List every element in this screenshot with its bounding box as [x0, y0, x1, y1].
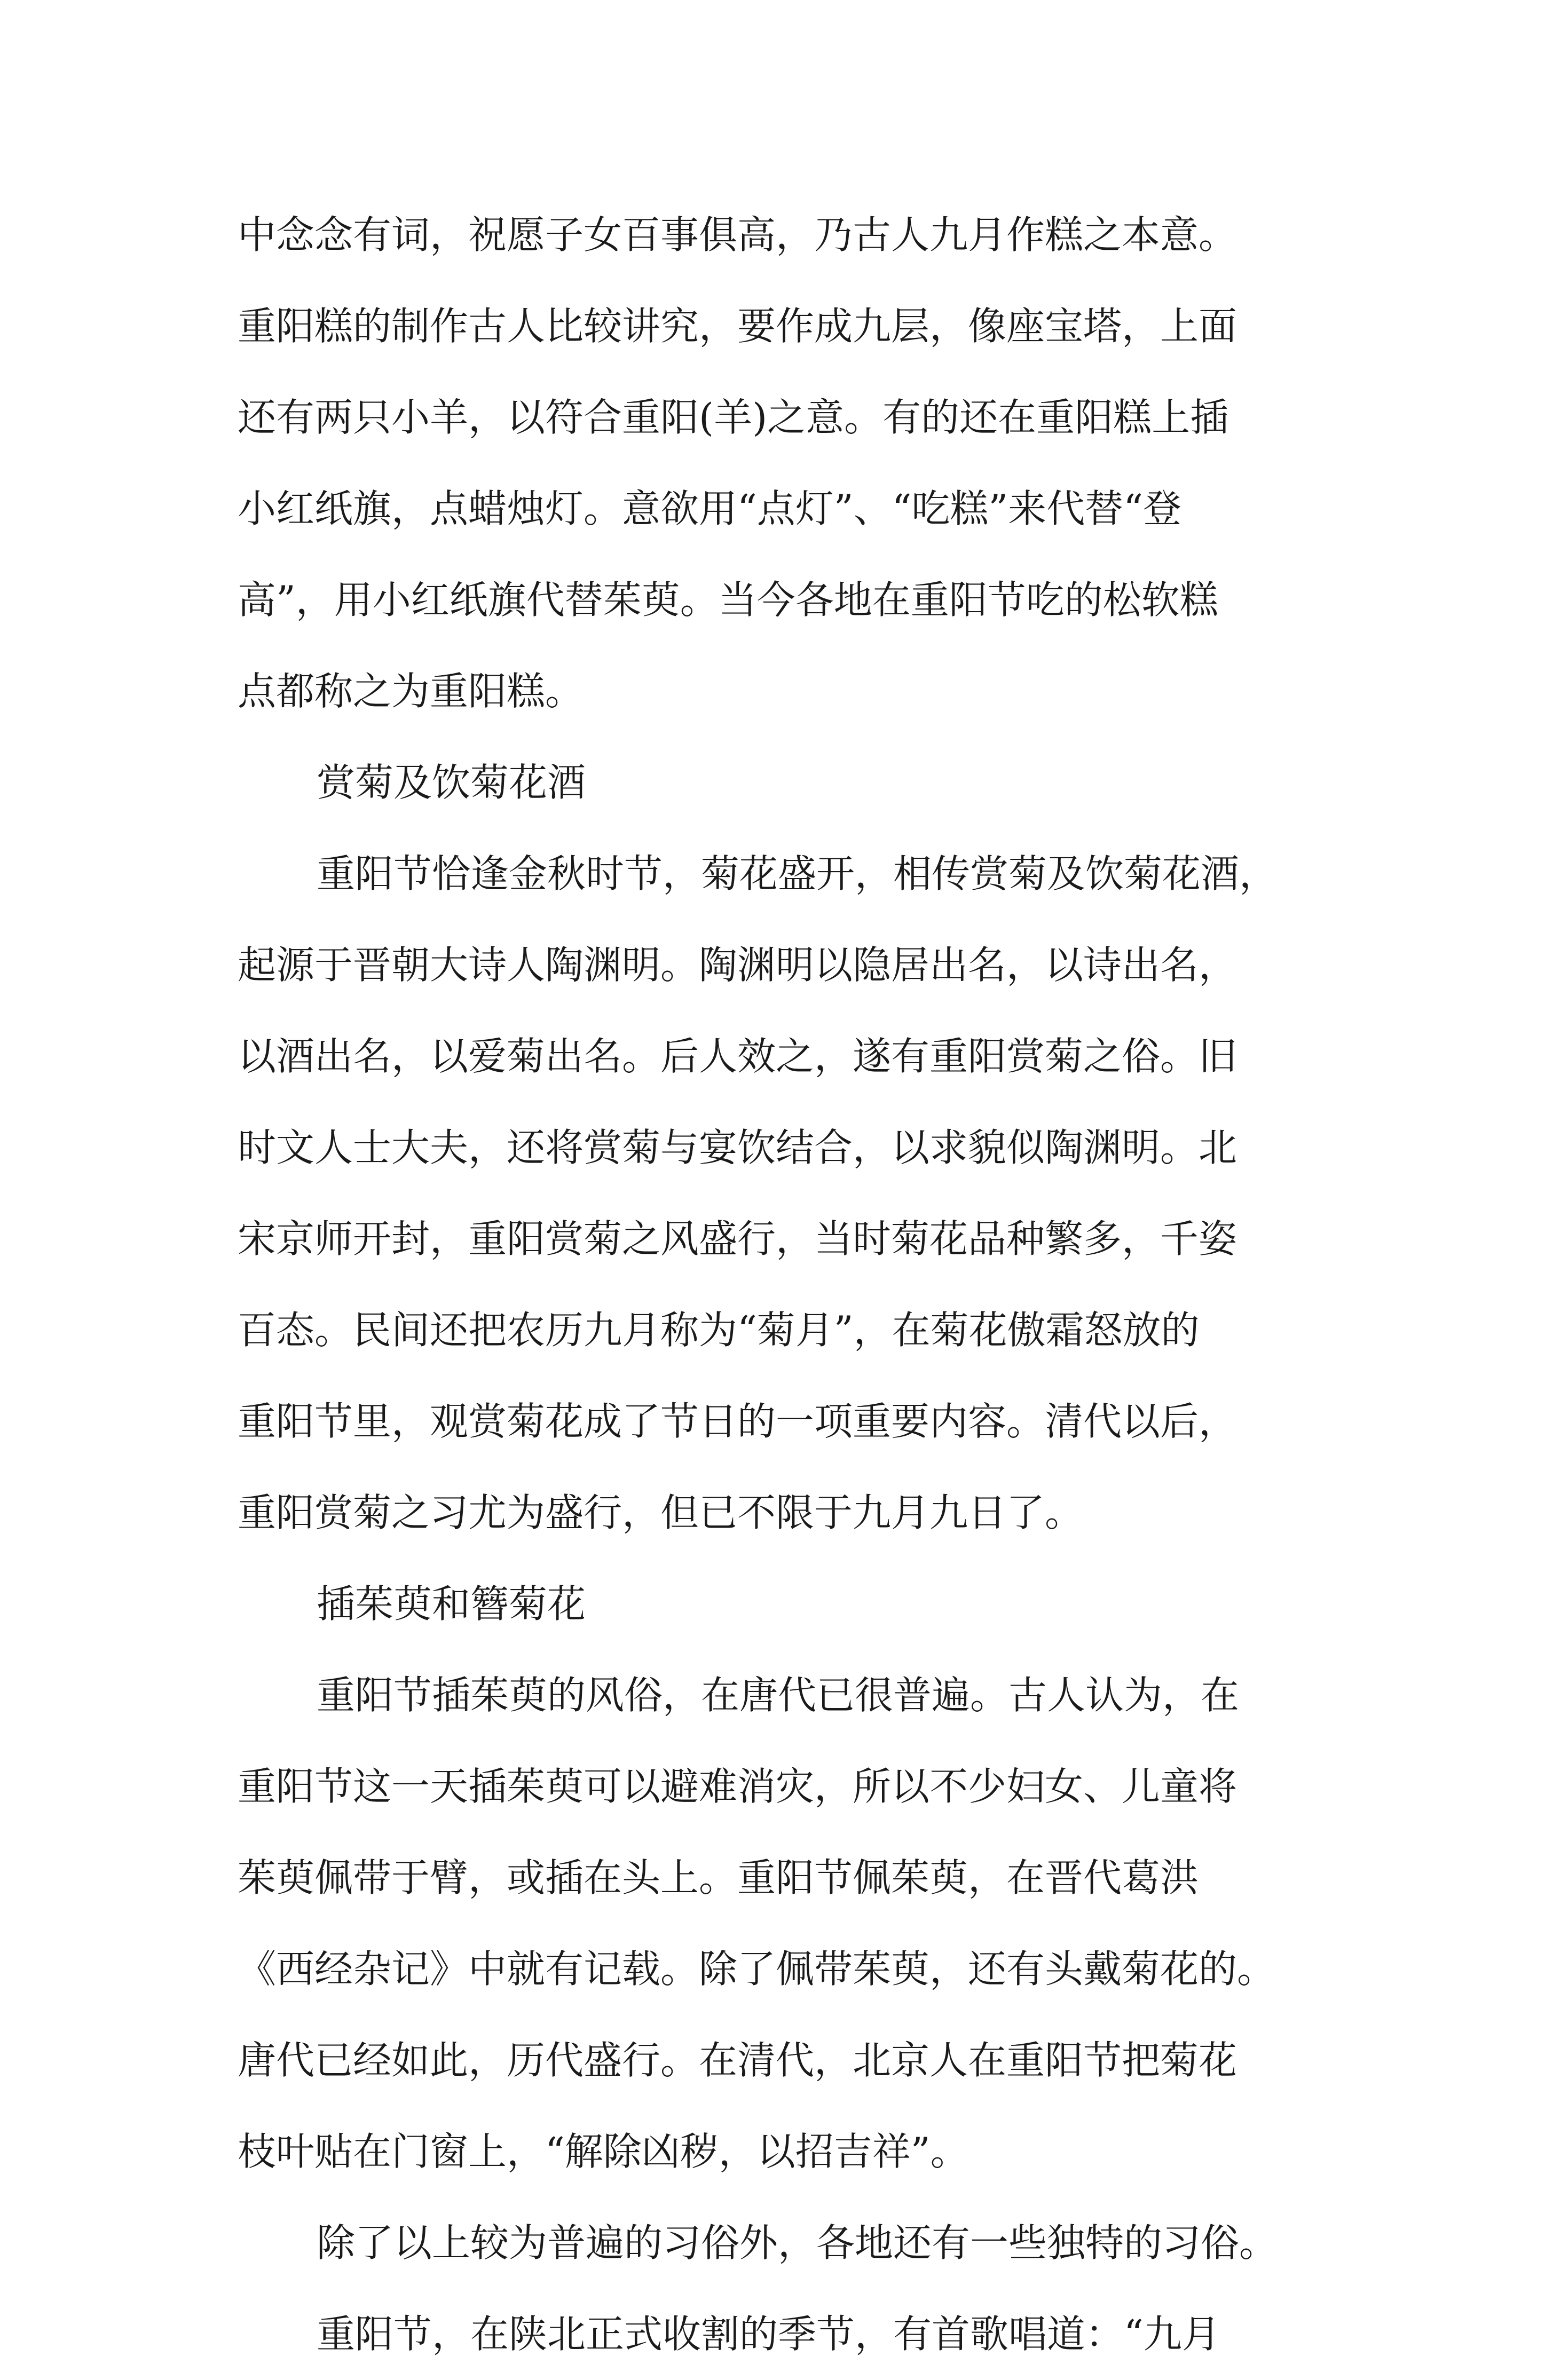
body-text	[238, 189, 1321, 2380]
text-line: 点都称之为重阳糕。	[238, 669, 584, 714]
text-line: 《西经杂记》中就有记载。除了佩带茱萸，还有头戴菊花的。	[238, 1947, 1276, 1991]
text-line: 唐代已经如此，历代盛行。在清代，北京人在重阳节把菊花	[238, 2038, 1237, 2083]
text-line: 起源于晋朝大诗人陶渊明。陶渊明以隐居出名，以诗出名，	[238, 943, 1237, 987]
text-line: 小红纸旗，点蜡烛灯。意欲用“点灯”、“吃糕”来代替“登	[238, 486, 1182, 531]
text-line: 高”，用小红纸旗代替茱萸。当今各地在重阳节吃的松软糕	[238, 578, 1218, 622]
text-line: 重阳节里，观赏菊花成了节日的一项重要内容。清代以后，	[238, 1399, 1237, 1444]
text-line: 宋京师开封，重阳赏菊之风盛行，当时菊花品种繁多，千姿	[238, 1216, 1237, 1261]
text-line: 还有两只小羊，以符合重阳(羊)之意。有的还在重阳糕上插	[238, 395, 1229, 440]
paragraph-start: 除了以上较为普遍的习俗外，各地还有一些独特的习俗。	[317, 2220, 1278, 2265]
paragraph-start: 重阳节，在陕北正式收割的季节，有首歌唱道：“九月	[317, 2312, 1220, 2357]
paragraph-start: 重阳节恰逢金秋时节，菊花盛开，相传赏菊及饮菊花酒，	[317, 851, 1278, 896]
text-line: 重阳赏菊之习尤为盛行，但已不限于九月九日了。	[238, 1490, 1084, 1535]
text-line: 茱萸佩带于臂，或插在头上。重阳节佩茱萸，在晋代葛洪	[238, 1855, 1199, 1900]
text-line: 重阳节这一天插茱萸可以避难消灾，所以不少妇女、儿童将	[238, 1764, 1237, 1809]
section-heading: 插茱萸和簪菊花	[317, 1582, 586, 1626]
section-heading: 赏菊及饮菊花酒	[317, 760, 586, 805]
text-line: 中念念有词，祝愿子女百事俱高，乃古人九月作糕之本意。	[238, 212, 1237, 257]
paragraph-start: 重阳节插茱萸的风俗，在唐代已很普遍。古人认为，在	[317, 1673, 1240, 1718]
text-line: 枝叶贴在门窗上，“解除凶秽，以招吉祥”。	[238, 2129, 969, 2174]
text-line: 百态。民间还把农历九月称为“菊月”，在菊花傲霜怒放的	[238, 1308, 1200, 1353]
text-line: 重阳糕的制作古人比较讲究，要作成九层，像座宝塔，上面	[238, 304, 1237, 349]
text-line: 以酒出名，以爱菊出名。后人效之，遂有重阳赏菊之俗。旧	[238, 1034, 1237, 1079]
text-line: 时文人士大夫，还将赏菊与宴饮结合，以求貌似陶渊明。北	[238, 1125, 1237, 1170]
